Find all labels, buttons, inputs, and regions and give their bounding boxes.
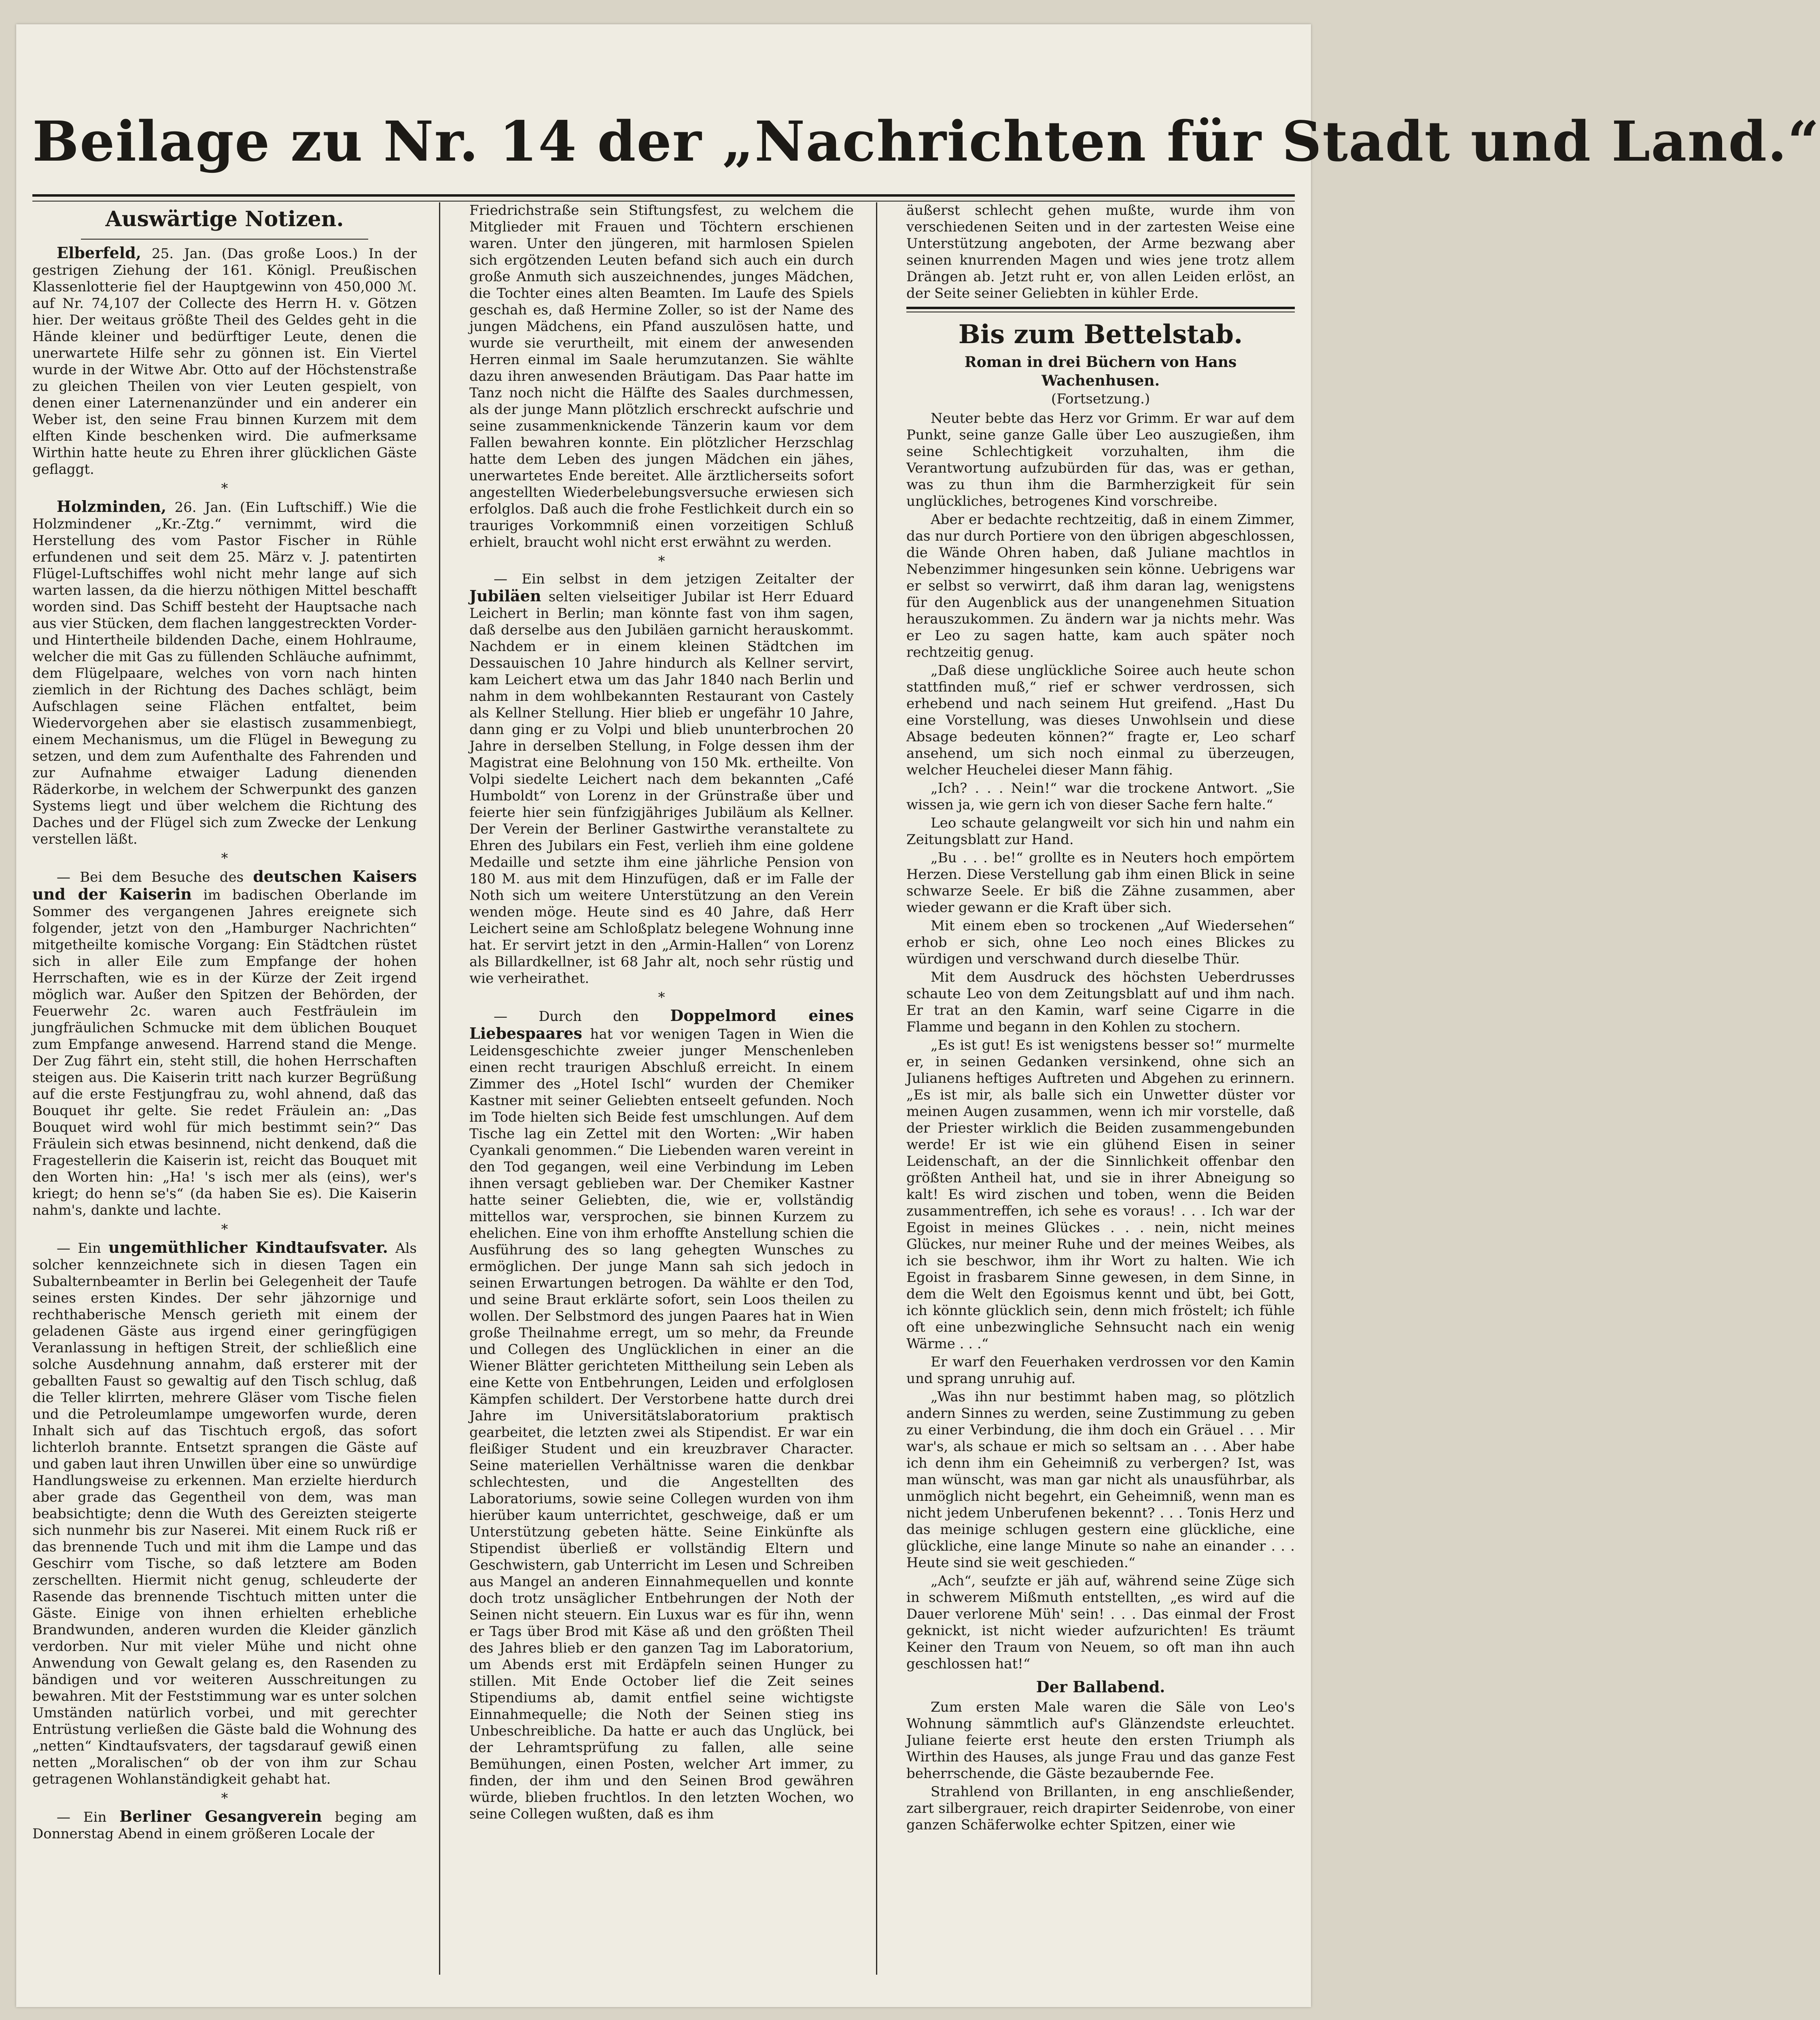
article-continuation: äußerst schlecht gehen mußte, wurde ihm von verschiedenen Seiten und in der zartesten Weise eine Unterstützung angeboten, der Arme bezwang aber seinen knurrenden Magen und wies jene trotz allem Drängen ab. Jetzt ruht er, von allen Leiden erlöst, an der Seite seiner Geliebten in kühler Erde.: [906, 202, 1295, 301]
article-kindtaufsvater: [32, 1239, 417, 1788]
column-3: [906, 202, 1295, 1975]
novel-paragraph: „Ich? . . . Nein!“ war die trockene Antwort. „Sie wissen ja, wie gern ich von dieser Sache fern halte.“: [906, 780, 1295, 813]
novel-paragraph: Leo schaute gelangweilt vor sich hin und nahm ein Zeitungsblatt zur Hand.: [906, 815, 1295, 848]
article-text: 25. Jan. (Das große Loos.) In der gestrigen Ziehung der 161. Königl. Preußischen Klassenlotterie fiel der Hauptgewinn von 450,000 ℳ. auf Nr. 74,107 der Collecte des Herrn H. v. Götzen hier. Der weitaus größte Theil des Geldes geht in die Hände kleiner und bedürftiger Leute, denen die unerwartete Hilfe sehr zu gönnen ist. Ein Viertel wurde in der Witwe Abr. Otto auf der Höchstenstraße zu gleichen Theilen von vier Leuten gespielt, von denen einer Laternenanzünder und ein anderer ein Weber ist, den seine Frau binnen Kurzem mit dem elften Kinde beschenken wird. Die aufmerksame Wirthin hatte heute zu Ehren ihrer glücklichen Gäste geflaggt.: [32, 246, 417, 477]
novel-paragraph: Zum ersten Male waren die Säle von Leo's Wohnung sämmtlich auf's Glänzendste erleuchtet. Juliane feierte erst heute den ersten Triumph als Wirthin des Hauses, als junge Frau und das ganze Fest beherrschende, die Gäste bezaubernde Fee.: [906, 1699, 1295, 1782]
article-headline: Berliner Gesangverein: [119, 1807, 322, 1825]
novel-paragraph: „Bu . . . be!“ grollte es in Neuters hoch empörtem Herzen. Diese Verstellung gab ihm einen Blick in seine schwarze Seele. Er biß die Zähne zusammen, aber wieder gewann er die Kraft über sich.: [906, 850, 1295, 916]
article-headline: ungemüthlicher Kindtaufsvater.: [108, 1238, 388, 1256]
article-lead: — Ein selbst in dem jetzigen Zeitalter der: [494, 571, 854, 587]
article-kaiser: [32, 868, 417, 1219]
novel-paragraph: Strahlend von Brillanten, in eng anschließender, zart silbergrauer, reich drapirter Seidenrobe, von einer ganzen Schäferwolke echter Spitzen, einer wie: [906, 1784, 1295, 1833]
article-doppelmord: [469, 1007, 854, 1823]
novel-paragraph: Aber er bedachte rechtzeitig, daß in einem Zimmer, das nur durch Portiere von den übrigen abgeschlossen, die Wände Ohren haben, daß Juliane machtlos in Nebenzimmer hingesunken sein könne. Uebrigens war er selbst so verwirrt, daß ihm daran lag, wenigstens für den Augenblick aus der unangenehmen Situation herauszukommen. Zu ändern war ja nichts mehr. Was er Leo zu sagen hatte, kam auch später noch rechtzeitig genug.: [906, 511, 1295, 660]
feuilleton-rule: [906, 307, 1295, 312]
novel-paragraph: „Was ihn nur bestimmt haben mag, so plötzlich andern Sinnes zu werden, seine Zustimmung zu geben zu einer Verbindung, die ihm doch ein Gräuel . . . Mir war's, als schaue er mich so seltsam an . . . Aber habe ich denn ihm ein Geheimniß zu verbergen? Ist, was man wünscht, was man gar nicht als unausführbar, als unmöglich nicht begehrt, ein Geheimniß, wenn man es nicht jedem Unberufenen bekennt? . . . Tonis Herz und das meinige schlugen gestern eine glückliche, eine glückliche, eine lange Minute so nahe an einander . . . Heute sind sie weit geschieden.“: [906, 1389, 1295, 1571]
novel-continuation-note: (Fortsetzung.): [1051, 391, 1150, 407]
article-separator: *: [221, 850, 228, 866]
novel-paragraph: Neuter bebte das Herz vor Grimm. Er war auf dem Punkt, seine ganze Galle über Leo auszugießen, ihm seine Schlechtigkeit vorzuhalten, ihm die Verantwortung aufzubürden für das, was er gethan, was zu thun ihm die Barmherzigkeit für sein unglückliches, betrogenes Kind vorschreibe.: [906, 410, 1295, 509]
article-lead: — Durch den: [494, 1008, 639, 1025]
column-1: [32, 202, 417, 1975]
masthead-rule: [32, 194, 1295, 202]
article-text: selten vielseitiger Jubilar ist Herr Eduard Leichert in Berlin; man könnte fast von ihm sagen, daß derselbe aus den Jubiläen garnicht herauskommt. Nachdem er in einem kleinen Städtchen im Dessauischen 10 Jahre hindurch als Kellner servirt, kam Leichert etwa um das Jahr 1840 nach Berlin und nahm in dem wohlbekannten Restaurant von Castely als Kellner Stellung. Hier blieb er ungefähr 10 Jahre, dann ging er zu Volpi und blieb ununterbrochen 20 Jahre in derselben Stellung, in Folge dessen ihm der Magistrat eine Belohnung von 150 Mk. ertheilte. Von Volpi siedelte Leichert nach dem bekannten „Café Humboldt“ von Lorenz in der Grünstraße über und feierte hier sein fünfzigjähriges Jubiläum als Kellner. Der Verein der Berliner Gastwirthe veranstaltete zu Ehren des Jubilars ein Fest, verlieh ihm eine goldene Medaille und setzte ihm eine jährliche Pension von 180 M. aus mit dem Hinzufügen, daß er im Falle der Noth sich um weitere Unterstützung an den Verein wenden möge. Heute sind es 40 Jahre, daß Herr Leichert seine am Schloßplatz belegene Wohnung inne hat. Er servirt jetzt in den „Armin-Hallen“ von Lorenz als Billardkellner, ist 68 Jahr alt, noch sehr rüstig und wie verheirathet.: [469, 589, 854, 987]
article-text: 26. Jan. (Ein Luftschiff.) Wie die Holzmindener „Kr.-Ztg.“ vernimmt, wird die Herstellung des vom Pastor Fischer in Rühle erfundenen und seit dem 25. März v. J. patentirten Flügel-Luftschiffes wohl nicht mehr lange auf sich warten lassen, da die hierzu nöthigen Mittel beschafft worden sind. Das Schiff besteht der Hauptsache nach aus vier Stücken, dem flachen langgestreckten Vorder- und Hintertheile bildenden Dache, einem Hohlraume, welcher die mit Gas zu füllenden Schläuche aufnimmt, dem Flügelpaare, welches von vorn nach hinten ziemlich in der Richtung des Daches schlägt, beim Aufschlagen seine Flächen entfaltet, beim Wiedervorgehen aber sie elastisch zusammenbiegt, einem Mechanismus, um die Flügel in Bewegung zu setzen, und dem zum Aufenthalte des Fahrenden und zur Aufnahme etwaiger Ladung dienenden Räderkorbe, in welchem der Schwerpunkt des ganzen Systems liegt und über welchem die Richtung des Daches und der Flügel sich zum Zwecke der Lenkung verstellen läßt.: [32, 499, 417, 847]
article-lead: — Bei dem Besuche des: [57, 869, 244, 885]
novel-paragraph: Mit einem eben so trockenen „Auf Wiedersehen“ erhob er sich, ohne Leo noch eines Blickes zu würdigen und verschwand durch dieselbe Thür.: [906, 918, 1295, 967]
article-separator: *: [221, 1790, 228, 1806]
article-gesangverein: [32, 1808, 417, 1842]
article-headline: Jubiläen: [469, 587, 541, 605]
article-elberfeld: [32, 244, 417, 478]
column-divider: [876, 202, 877, 1975]
chapter-heading: Der Ballabend.: [1036, 1678, 1165, 1696]
article-text: im badischen Oberlande im Sommer des vergangenen Jahres ereignete sich folgender, jetzt von den „Hamburger Nachrichten“ mitgetheilte komische Vorgang: Ein Städtchen rüstet sich in aller Eile zum Empfange der hohen Herrschaften, wie es in der Kürze der Zeit irgend möglich war. Außer den Spitzen der Behörden, der Feuerwehr 2c. waren auch Festfräulein im jungfräulichen Schmucke mit dem üblichen Bouquet zum Empfange anwesend. Harrend stand die Menge. Der Zug fährt ein, steht still, die hohen Herrschaften steigen aus. Die Kaiserin tritt nach kurzer Begrüßung auf die erste Festjungfrau zu, wohl ahnend, daß das Bouquet ihr gelte. Sie redet Fräulein an: „Das Bouquet wird wohl für mich bestimmt sein?“ Das Fräulein sich etwas besinnend, nicht denkend, daß die Fragestellerin die Kaiserin ist, reicht das Bouquet mit den Worten hin: „Ha! 's isch mer als (eins), wer's kriegt; do henn se's“ (da haben Sie es). Die Kaiserin nahm's, dankte und lachte.: [32, 887, 417, 1218]
article-text: beging am Donnerstag Abend in einem größeren Locale der: [32, 1809, 417, 1842]
article-headline: Doppelmord eines Liebespaares: [469, 1006, 854, 1042]
article-lead: — Ein: [57, 1240, 101, 1256]
section-title: Auswärtige Notizen.: [105, 207, 344, 231]
article-text: Als solcher kennzeichnete sich in diesen Tagen ein Subalternbeamter in Berlin bei Gelegenheit der Taufe seines ersten Kindes. Der sehr jähzornige und rechthaberische Mensch gerieth mit einem der geladenen Gäste aus irgend einer geringfügigen Veranlassung in heftigen Streit, der schließlich eine solche Ausdehnung annahm, daß ersterer mit der geballten Faust so gewaltig auf den Tisch schlug, daß die Teller klirrten, mehrere Gläser vom Tische fielen und die Petroleumlampe umgeworfen wurde, deren Inhalt sich auf das Tischtuch ergoß, das sofort lichterloh brannte. Entsetzt sprangen die Gäste auf und gaben laut ihren Unwillen über eine so unwürdige Handlungsweise zu erkennen. Man erzielte hierdurch aber grade das Gegentheil von dem, was man beabsichtigte; denn die Wuth des Gereizten steigerte sich nunmehr bis zur Naserei. Mit einem Ruck riß er das brennende Tuch und mit ihm die Lampe und das Geschirr vom Tische, so daß letztere am Boden zerschellten. Hiermit nicht genug, schleuderte der Rasende das brennende Tischtuch mitten unter die Gäste. Einige von ihnen erhielten erhebliche Brandwunden, anderen wurden die Kleider gänzlich verdorben. Nur mit vieler Mühe und nicht ohne Anwendung von Gewalt gelang es, den Rasenden zu bändigen und vor weiteren Ausschreitungen zu bewahren. Mit der Feststimmung war es unter solchen Umständen natürlich vorbei, und mit gerechter Entrüstung verließen die Gäste bald die Wohnung des „netten“ Kindtaufsvaters, der tagsdarauf gewiß einen netten „Moralischen“ ob der von ihm zur Schau getragenen Wohlanständigkeit gehabt hat.: [32, 1240, 417, 1787]
article-continuation: Friedrichstraße sein Stiftungsfest, zu welchem die Mitglieder mit Frauen und Töchtern erschienen waren. Unter den jüngeren, mit harmlosen Spielen sich ergötzenden Leuten befand sich auch ein durch große Anmuth sich auszeichnendes, junges Mädchen, die Tochter eines alten Beamten. Im Laufe des Spiels geschah es, daß Hermine Zoller, so ist der Name des jungen Mädchens, ein Pfand auszulösen hatte, und wurde sie verurtheilt, mit einem der anwesenden Herren einmal im Saale herumzutanzen. Sie wählte dazu ihren anwesenden Bräutigam. Das Paar hatte im Tanz noch nicht die Hälfte des Saales durchmessen, als der junge Mann plötzlich erschreckt aufschrie und seine zusammenknickende Tänzerin kaum vor dem Fallen bewahren konnte. Ein plötzlicher Herzschlag hatte dem Leben des jungen Mädchen ein jähes, unerwartetes Ende bereitet. Alle ärztlicherseits sofort angestellten Wiederbelebungsversuche erwiesen sich erfolglos. Daß auch die frohe Festlichkeit durch ein so trauriges Vorkommniß einen vorzeitigen Schluß erhielt, braucht wohl nicht erst erwähnt zu werden.: [469, 202, 854, 550]
article-headline: deutschen Kaisers und der Kaiserin: [32, 867, 417, 903]
article-holzminden: [32, 498, 417, 848]
article-place: Elberfeld,: [57, 244, 141, 262]
article-text: hat vor wenigen Tagen in Wien die Leidensgeschichte zweier junger Menschenleben einen recht traurigen Abschluß erreicht. In einem Zimmer des „Hotel Ischl“ wurden der Chemiker Kastner mit seiner Geliebten entseelt gefunden. Noch im Tode hielten sich Beide fest umschlungen. Auf dem Tische lag ein Zettel mit den Worten: „Wir haben Cyankali genommen.“ Die Liebenden waren vereint in den Tod gegangen, weil eine Verbindung im Leben ihnen versagt geblieben war. Der Chemiker Kastner hatte seiner Geliebten, die, wie er, vollständig mittellos war, versprochen, sie binnen Kurzem zu ehelichen. Eine von ihm erhoffte Anstellung schien die Ausführung des so lang gehegten Wunsches zu ermöglichen. Der junge Mann sah sich jedoch in seinen Erwartungen betrogen. Da wählte er den Tod, und seine Braut erklärte sofort, sein Loos theilen zu wollen. Der Selbstmord des jungen Paares hat in Wien große Theilnahme erregt, um so mehr, da Freunde und Collegen des Unglücklichen in einer an die Wiener Blätter gerichteten Mittheilung sein Leben als eine Kette von Entbehrungen, Leiden und erfolglosen Kämpfen schildert. Der Verstorbene hatte durch drei Jahre im Universitätslaboratorium praktisch gearbeitet, die letzten zwei als Stipendist. Er war ein fleißiger Student und ein kreuzbraver Character. Seine materiellen Verhältnisse waren die denkbar schlechtesten, und die Angestellten des Laboratoriums, sowie seine Collegen wurden von ihm hierüber kaum unterrichtet, geschweige, daß er um Unterstützung gebeten hätte. Seine Einkünfte als Stipendist überließ er vollständig Eltern und Geschwistern, gab Unterricht im Lesen und Schreiben aus Mangel an anderen Einnahmequellen und konnte doch trotz unsäglicher Entbehrungen der Noth der Seinen nicht steuern. Ein Luxus war es für ihn, wenn er Tags über Brod mit Käse aß und den größten Theil des Jahres blieb er den ganzen Tag im Laboratorium, um Abends erst mit Erdäpfeln seinen Hunger zu stillen. Mit Ende October lief die Zeit seines Stipendiums ab, damit entfiel seine wichtigste Einnahmequelle; die Noth der Seinen stieg ins Unbeschreibliche. Da hatte er auch das Unglück, bei der Lehramtsprüfung zu fallen, alle seine Bemühungen, einen Posten, welcher Art immer, zu finden, der ihm und den Seinen Brod gewähren würde, blieben fruchtlos. In den letzten Wochen, wo seine Collegen wußten, daß es ihm: [469, 1026, 854, 1822]
article-lead: — Ein: [57, 1809, 107, 1825]
article-separator: *: [658, 553, 665, 569]
column-divider: [439, 202, 440, 1975]
section-rule: [81, 239, 368, 240]
novel-paragraph: „Daß diese unglückliche Soiree auch heute schon stattfinden muß,“ rief er schwer verdrossen, sich erhebend und nach seinem Hut greifend. „Hast Du eine Vorstellung, was dieses Unwohlsein und diese Absage bedeuten können?“ fragte er, Leo scharf ansehend, um sich noch einmal zu überzeugen, welcher Heuchelei dieser Mann fähig.: [906, 662, 1295, 778]
article-separator: *: [658, 989, 665, 1006]
article-separator: *: [221, 480, 228, 497]
novel-paragraph: Mit dem Ausdruck des höchsten Ueberdrusses schaute Leo von dem Zeitungsblatt auf und ihm nach. Er trat an den Kamin, warf seine Cigarre in die Flamme und begann in den Kohlen zu stochern.: [906, 969, 1295, 1035]
novel-paragraph: Er warf den Feuerhaken verdrossen vor den Kamin und sprang unruhig auf.: [906, 1354, 1295, 1387]
column-2: [469, 202, 854, 1975]
article-separator: *: [221, 1221, 228, 1237]
novel-subtitle: Roman in drei Büchern von Hans Wachenhusen.: [964, 354, 1237, 389]
novel-paragraph: „Es ist gut! Es ist wenigstens besser so!“ murmelte er, in seinen Gedanken versinkend, ohne sich an Julianens heftiges Auftreten und Abgehen zu erinnern. „Es ist mir, als balle sich ein Unwetter düster vor meinen Augen zusammen, wenn ich mir vorstelle, daß der Priester wirklich die Beiden zusammengebunden werde! Er ist wie ein glühend Eisen in seiner Leidenschaft, an der die Sinnlichkeit offenbar den größten Antheil hat, und sie in ihrer Abneigung so kalt! Es wird zischen und toben, wenn die Beiden zusammentreffen, ich sehe es voraus! . . . Ich war der Egoist in meines Glückes . . . nein, nicht meines Glückes, nur meiner Ruhe und der meines Weibes, als ich sie beschwor, ihm ihr Wort zu halten. Wie ich Egoist in frasbarem Sinne gewesen, in dem Sinne, in dem die Welt den Egoismus kennt und übt, bei Gott, ich könnte glücklich sein, denn mich fröstelt; ich fühle oft eine unbezwingliche Sehnsucht nach ein wenig Wärme . . .“: [906, 1037, 1295, 1352]
article-place: Holzminden,: [57, 497, 167, 516]
masthead-title: Beilage zu Nr. 14 der „Nachrichten für Stadt und Land.“: [32, 109, 1820, 174]
article-jubilar: [469, 571, 854, 987]
novel-title: Bis zum Bettelstab.: [958, 319, 1243, 350]
newspaper-page: [16, 24, 1820, 2007]
novel-paragraph: „Ach“, seufzte er jäh auf, während seine Züge sich in schwerem Mißmuth entstellten, „es wird auf die Dauer verlorene Müh' sein! . . . Das einmal der Frost geknickt, ist nicht wieder aufzurichten! Es träumt Keiner den Traum von Neuem, so oft man ihn auch geschlossen hat!“: [906, 1573, 1295, 1672]
